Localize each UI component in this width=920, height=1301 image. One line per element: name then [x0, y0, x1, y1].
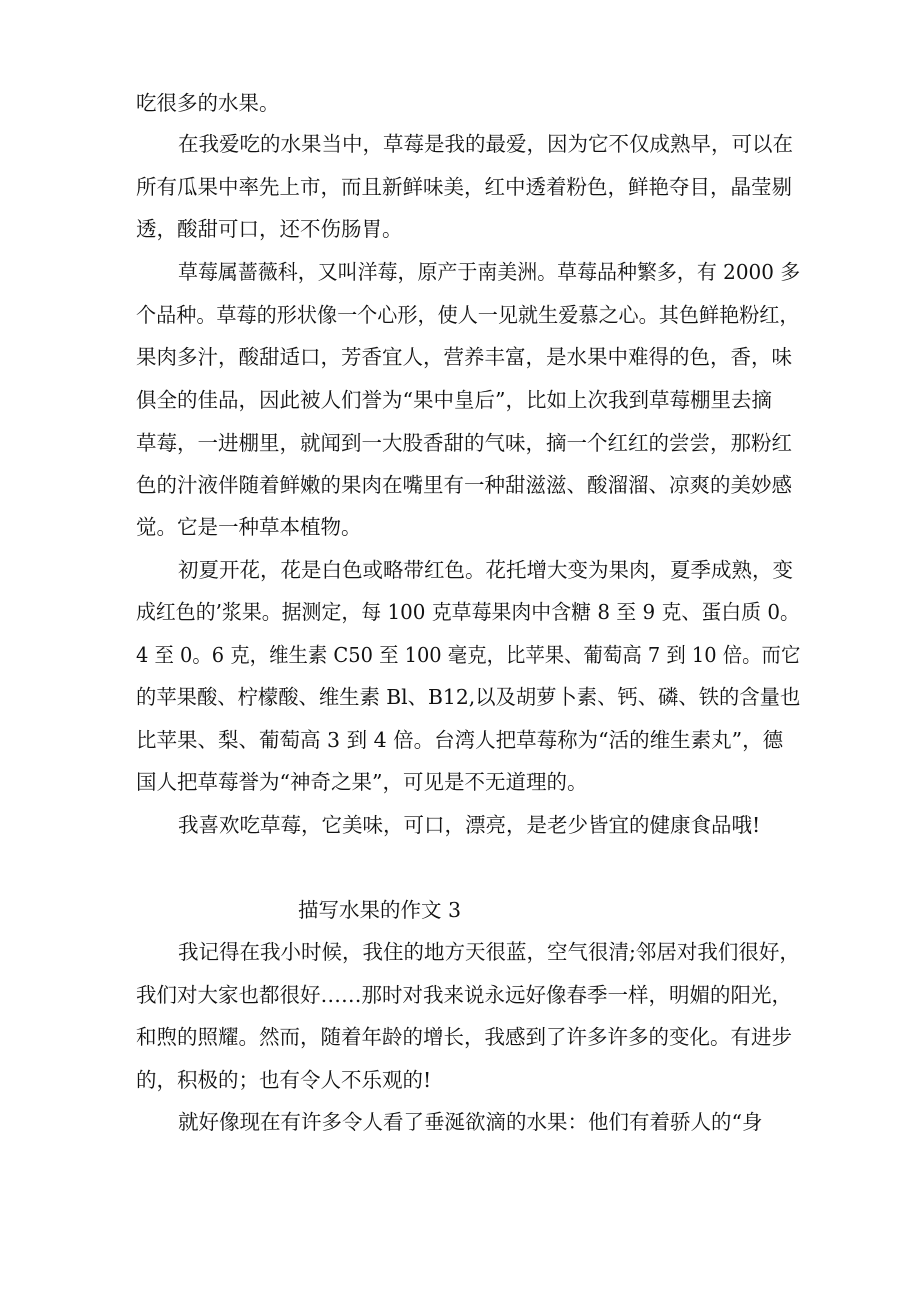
text-line: 草莓，一进棚里，就闻到一大股香甜的气味，摘一个红红的尝尝，那粉红 — [136, 431, 792, 455]
paragraph-first-line: 我喜欢吃草莓，它美味，可口，漂亮，是老少皆宜的健康食品哦! — [178, 813, 761, 837]
text-line: 色的汁液伴随着鲜嫩的果肉在嘴里有一种甜滋滋、酸溜溜、凉爽的美妙感 — [136, 473, 792, 497]
text-line: 透，酸甜可口，还不伤肠胃。 — [136, 217, 403, 241]
text-line: 的苹果酸、柠檬酸、维生素 Bl、B12,以及胡萝卜素、钙、磷、铁的含量也 — [136, 685, 801, 709]
text-line: 个品种。草莓的形状像一个心形，使人一见就生爱慕之心。其色鲜艳粉红， — [136, 303, 800, 327]
paragraph-first-line: 初夏开花，花是白色或略带红色。花托增大变为果肉，夏季成熟，变 — [178, 558, 793, 582]
section-heading: 描写水果的作文 3 — [298, 898, 462, 922]
text-line: 觉。它是一种草本植物。 — [136, 515, 362, 539]
text-line: 吃很多的水果。 — [136, 91, 280, 115]
paragraph-first-line: 就好像现在有许多令人看了垂涎欲滴的水果：他们有着骄人的“身 — [178, 1110, 763, 1134]
text-line: 的，积极的；也有令人不乐观的! — [136, 1068, 432, 1092]
text-line: 国人把草莓誉为“神奇之果”，可见是不无道理的。 — [136, 770, 588, 794]
text-line: 果肉多汁，酸甜适口，芳香宜人，营养丰富，是水果中难得的色，香，味 — [136, 345, 792, 369]
text-line: 我们对大家也都很好……那时对我来说永远好像春季一样，明媚的阳光， — [136, 983, 792, 1007]
text-line: 比苹果、梨、葡萄高 3 到 4 倍。台湾人把草莓称为“活的维生素丸”，德 — [136, 728, 784, 752]
paragraph-first-line: 草莓属蔷薇科，又叫洋莓，原产于南美洲。草莓品种繁多，有 2000 多 — [178, 260, 801, 284]
paragraph-first-line: 在我爱吃的水果当中，草莓是我的最爱，因为它不仅成熟早，可以在 — [178, 132, 793, 156]
text-line: 成红色的’浆果。据测定，每 100 克草莓果肉中含糖 8 至 9 克、蛋白质 0。 — [136, 600, 800, 624]
text-line: 所有瓜果中率先上市，而且新鲜味美，红中透着粉色，鲜艳夺目，晶莹剔 — [136, 175, 792, 199]
text-line: 和煦的照耀。然而，随着年龄的增长，我感到了许多许多的变化。有进步 — [136, 1025, 792, 1049]
text-line: 4 至 0。6 克，维生素 C50 至 100 毫克，比苹果、葡萄高 7 到 10 倍。而它 — [136, 643, 801, 667]
paragraph-first-line: 我记得在我小时候，我住的地方天很蓝，空气很清;邻居对我们很好， — [178, 940, 800, 964]
text-line: 俱全的佳品，因此被人们誉为“果中皇后”，比如上次我到草莓棚里去摘 — [136, 388, 772, 412]
